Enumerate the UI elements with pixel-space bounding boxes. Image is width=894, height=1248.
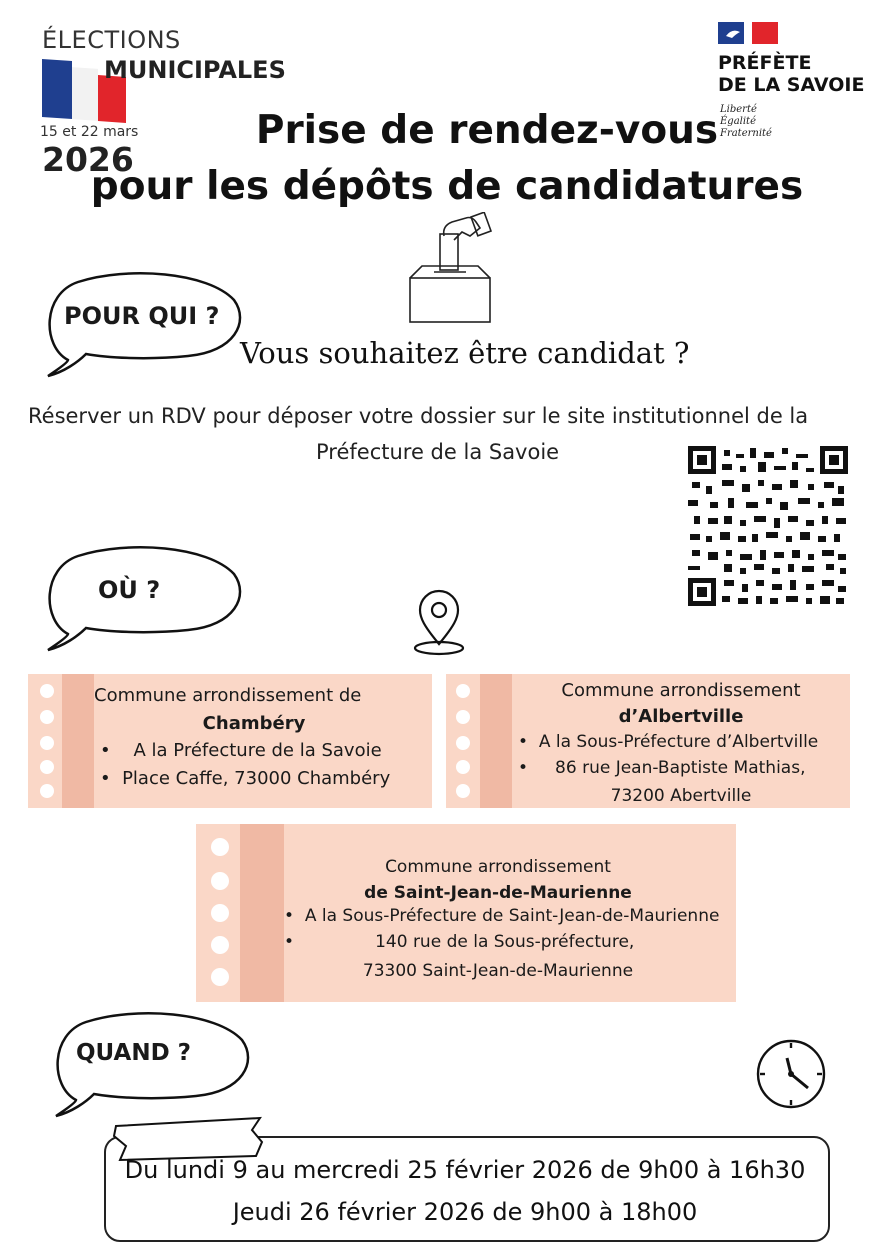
card-saint-jean-heading: Commune arrondissement bbox=[385, 857, 611, 877]
card-chambery-name: Chambéry bbox=[202, 713, 306, 734]
qr-code-icon[interactable] bbox=[688, 446, 848, 606]
schedule-line1: Du lundi 9 au mercredi 25 février 2026 de 9h00 à 16h30 bbox=[124, 1156, 806, 1184]
bubble-when-label: QUAND ? bbox=[76, 1040, 192, 1066]
logo-elections: ÉLECTIONS bbox=[42, 26, 181, 54]
candidate-question: Vous souhaitez être candidat ? bbox=[240, 336, 690, 370]
motto-egalite: Égalité bbox=[720, 116, 756, 127]
logo-dates: 15 et 22 mars bbox=[40, 124, 139, 140]
card-saint-jean-extra: 73300 Saint-Jean-de-Maurienne bbox=[362, 961, 634, 981]
card-hole bbox=[40, 736, 54, 750]
intro-text-line1: Réserver un RDV pour déposer votre dossier sur le site institutionnel de la bbox=[28, 404, 809, 428]
card-albertville-heading: Commune arrondissement bbox=[561, 680, 801, 701]
bullet-text: 140 rue de la Sous-préfecture, bbox=[375, 932, 635, 952]
card-saint-jean-spine bbox=[240, 824, 284, 1002]
card-hole bbox=[456, 760, 470, 774]
bullet-text: A la Sous-Préfecture de Saint-Jean-de-Maurienne bbox=[304, 906, 720, 926]
location-pin-icon bbox=[408, 588, 470, 658]
card-albertville-bullet-1: • A la Sous-Préfecture d’Albertville bbox=[518, 732, 819, 752]
page-title-line2: pour les dépôts de candidatures bbox=[90, 164, 804, 209]
bullet-text: A la Sous-Préfecture d’Albertville bbox=[538, 732, 819, 752]
prefecture-line1: PRÉFÈTE bbox=[718, 52, 812, 74]
ballot-box-icon bbox=[404, 212, 496, 326]
card-hole bbox=[40, 760, 54, 774]
card-saint-jean-name: de Saint-Jean-de-Maurienne bbox=[364, 883, 632, 903]
bubble-where-label: OÙ ? bbox=[98, 576, 161, 604]
motto-liberte: Liberté bbox=[720, 104, 757, 115]
bullet-text: 86 rue Jean-Baptiste Mathias, bbox=[555, 758, 806, 778]
card-chambery-bullet-1: • A la Préfecture de la Savoie bbox=[100, 740, 382, 761]
logo-municipales: MUNICIPALES bbox=[104, 56, 286, 84]
card-albertville-spine bbox=[480, 674, 512, 808]
card-chambery-bullet-2: • Place Caffe, 73000 Chambéry bbox=[100, 768, 391, 789]
card-hole bbox=[40, 710, 54, 724]
logo-year: 2026 bbox=[42, 140, 134, 179]
prefecture-line2: DE LA SAVOIE bbox=[718, 74, 865, 96]
schedule-line2: Jeudi 26 février 2026 de 9h00 à 18h00 bbox=[232, 1198, 698, 1226]
card-hole bbox=[40, 784, 54, 798]
bullet-text: A la Préfecture de la Savoie bbox=[133, 740, 382, 761]
intro-text-line2: Préfecture de la Savoie bbox=[316, 440, 560, 464]
marianne-flag-icon bbox=[718, 22, 778, 44]
card-hole bbox=[456, 710, 470, 724]
card-albertville-bullet-2: • 86 rue Jean-Baptiste Mathias, bbox=[518, 758, 806, 778]
card-hole bbox=[211, 904, 229, 922]
card-hole bbox=[211, 936, 229, 954]
clock-icon bbox=[754, 1036, 828, 1110]
card-saint-jean-bullet-2: • 140 rue de la Sous-préfecture, bbox=[284, 932, 635, 952]
card-hole bbox=[456, 736, 470, 750]
card-hole bbox=[40, 684, 54, 698]
card-hole bbox=[456, 684, 470, 698]
bullet-text: Place Caffe, 73000 Chambéry bbox=[122, 768, 391, 789]
card-saint-jean-bullet-1: • A la Sous-Préfecture de Saint-Jean-de-Maurienne bbox=[284, 906, 720, 926]
card-hole bbox=[211, 838, 229, 856]
motto-fraternite: Fraternité bbox=[720, 128, 772, 139]
card-albertville-name: d’Albertville bbox=[618, 706, 744, 727]
bubble-who-label: POUR QUI ? bbox=[64, 302, 220, 330]
page-title-line1: Prise de rendez-vous bbox=[255, 108, 719, 153]
card-hole bbox=[211, 968, 229, 986]
card-hole bbox=[456, 784, 470, 798]
card-hole bbox=[211, 872, 229, 890]
card-albertville-extra: 73200 Abertville bbox=[610, 786, 752, 806]
card-chambery-spine bbox=[62, 674, 94, 808]
card-chambery-heading: Commune arrondissement de bbox=[94, 685, 362, 706]
